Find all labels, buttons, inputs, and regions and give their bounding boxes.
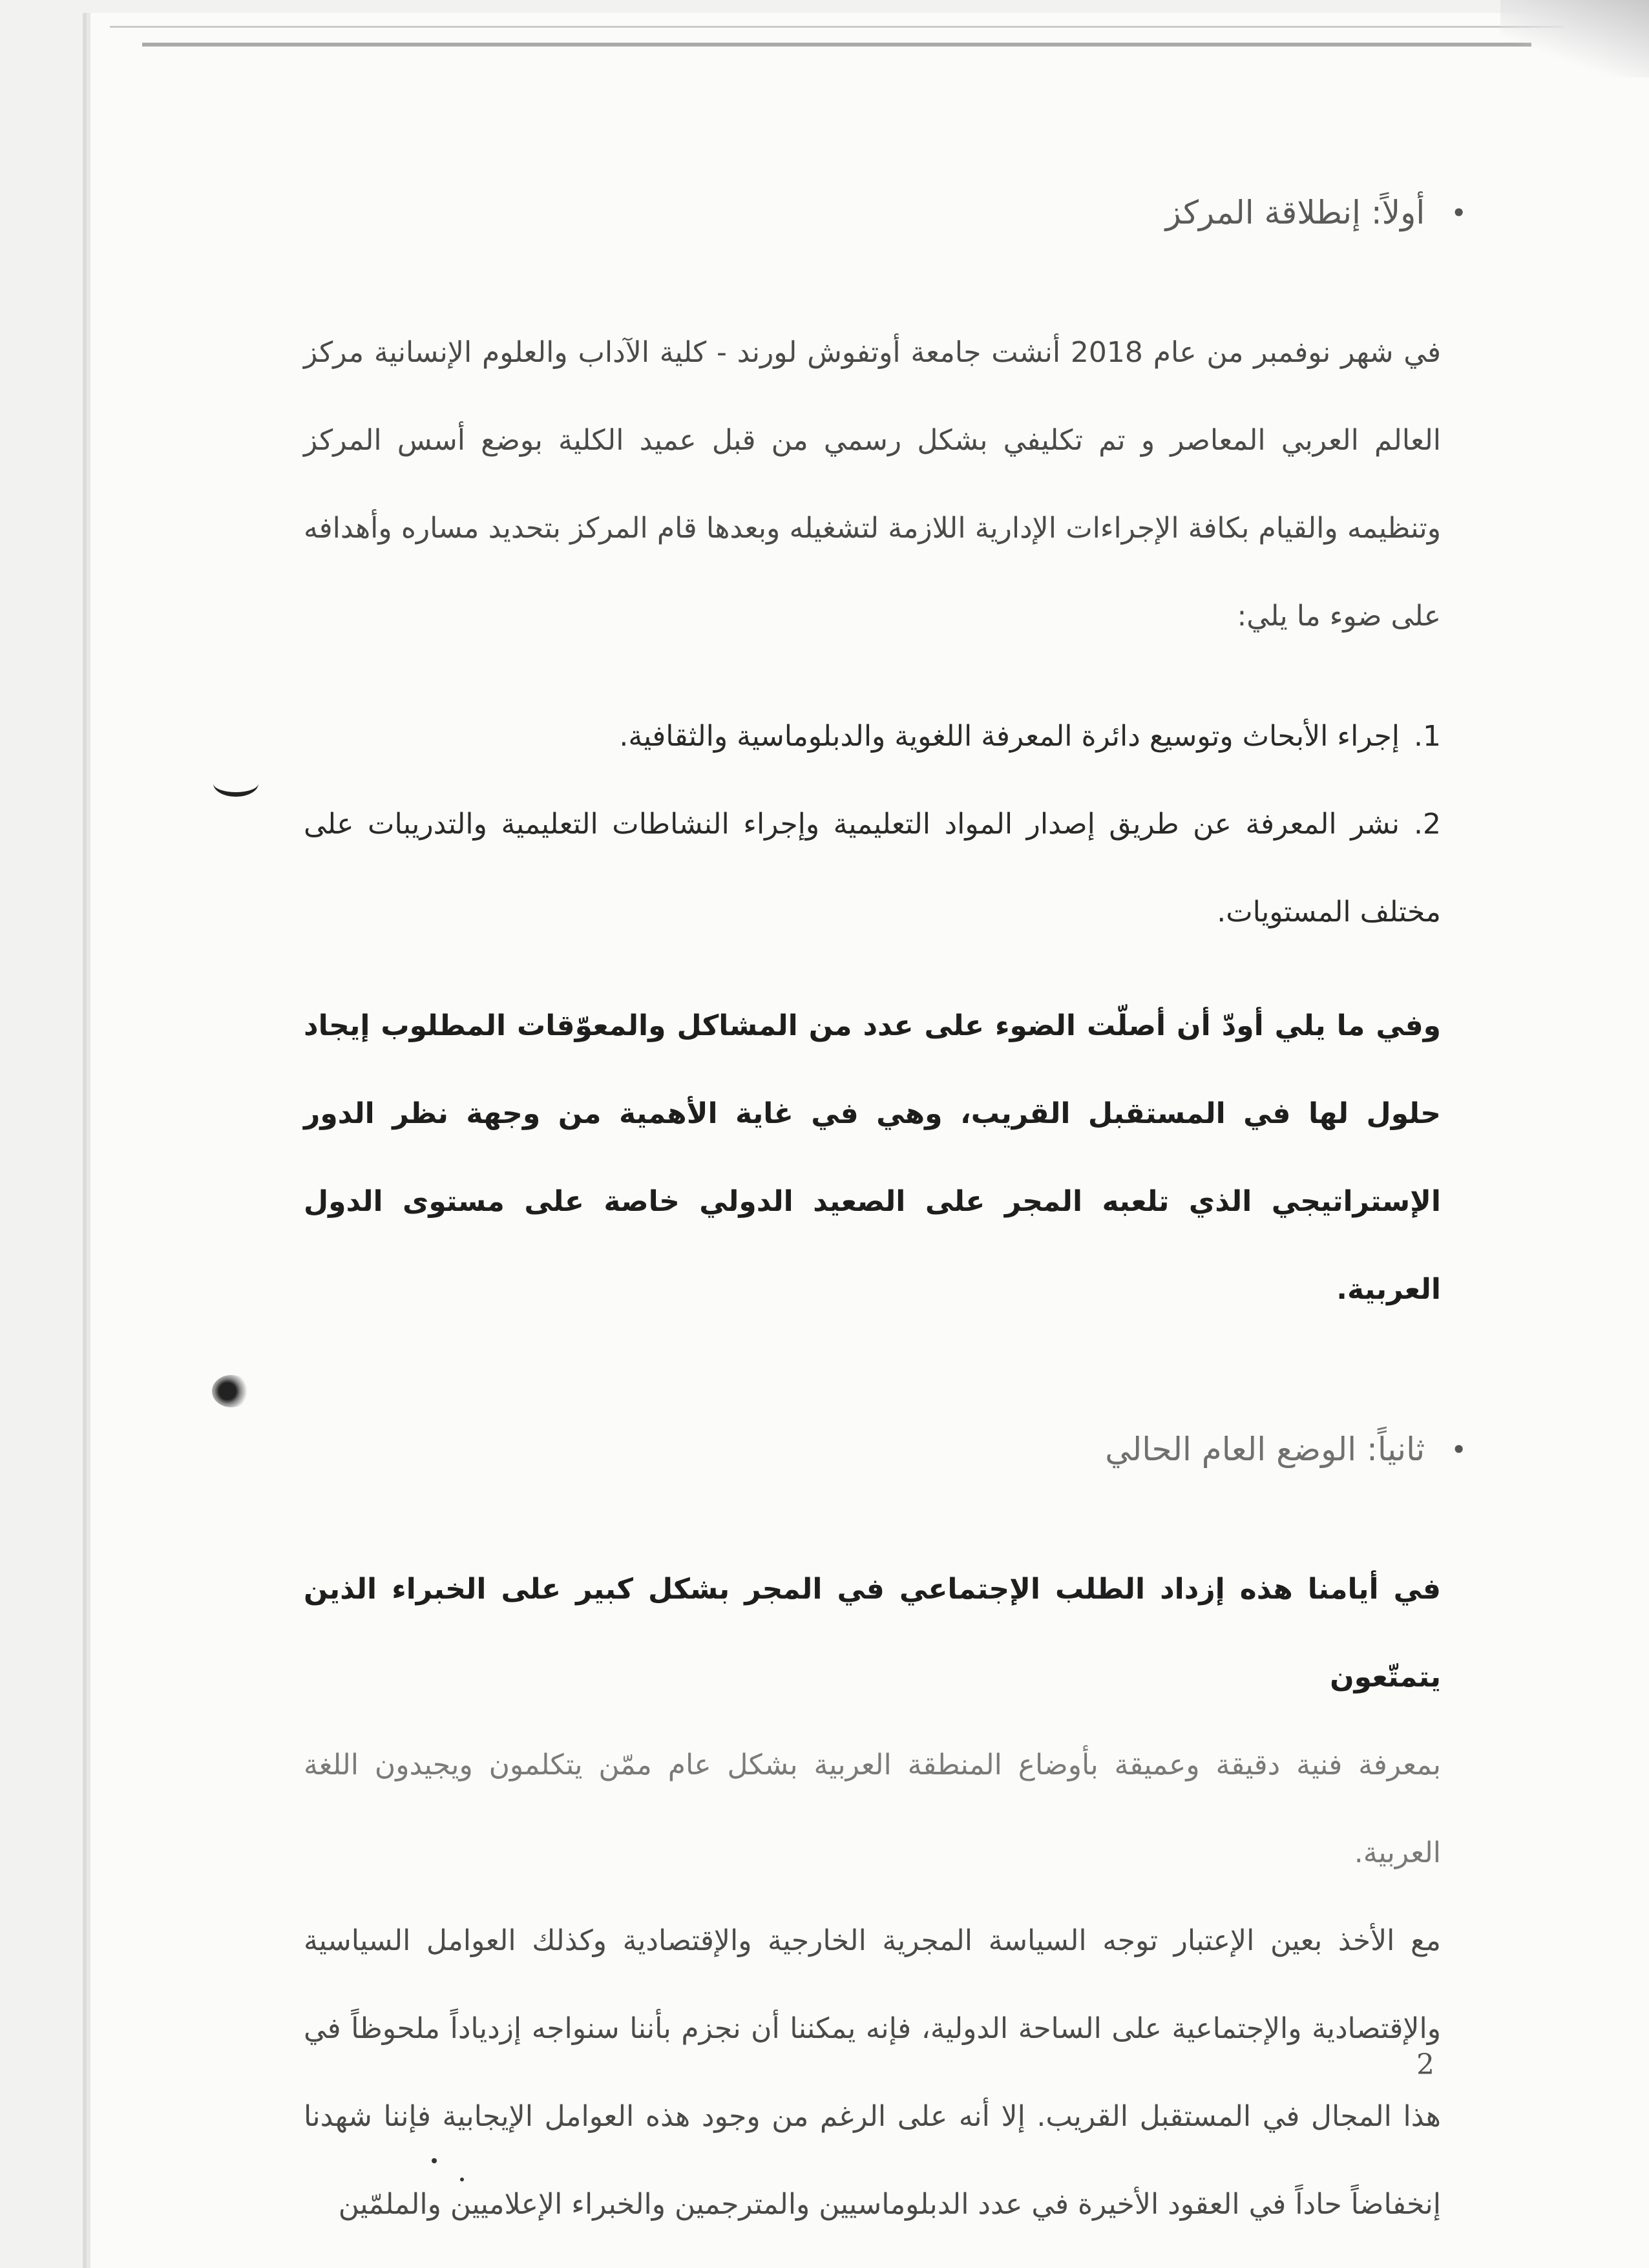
list-number: 2. (1414, 808, 1441, 841)
section-heading (304, 1431, 1467, 1468)
heading-bullet: • (1451, 1433, 1467, 1465)
body-paragraph: بمعرفة فنية دقيقة وعميقة بأوضاع المنطقة العربية بشكل عام ممّن يتكلمون ويجيدون اللغة العربية. (304, 1748, 1441, 1869)
scan-speck (460, 2178, 464, 2181)
stacked-page-edge (110, 26, 1564, 28)
list-item-text: نشر المعرفة عن طريق إصدار المواد التعليمية وإجراء النشاطات التعليمية والتدريبات على مختلف المستويات. (304, 808, 1441, 929)
folded-corner (1500, 0, 1649, 78)
body-paragraph: في أيامنا هذه إزداد الطلب الإجتماعي في المجر بشكل كبير على الخبراء الذين يتمتّعون (304, 1573, 1441, 1694)
list-item (304, 693, 1441, 781)
page-top-edge (142, 43, 1531, 47)
scan-speck (432, 2158, 437, 2163)
body-paragraph: مع الأخذ بعين الإعتبار توجه السياسة المجرية الخارجية والإقتصادية وكذلك العوامل السياسية والإقتصادية والإجتماعية على الساحة الدولية، فإنه يمكننا أن نجزم بأننا سنواجه إزدياداً ملحوظاً في هذا المجال في المستقبل القريب. إلا أنه على الرغم من وجود هذه العوامل الإيجابية فإننا شهدنا إنخفاضاً حاداً في العقود الأخيرة في عدد الدبلوماسيين والمترجمين والخبراء الإعلاميين والملمّين (304, 1924, 1441, 2221)
heading-text: ثانياً: الوضع العام الحالي (1105, 1431, 1425, 1468)
heading-text: أولاً: إنطلاقة المركز (1165, 194, 1425, 231)
list-item-text: إجراء الأبحاث وتوسيع دائرة المعرفة اللغوية والدبلوماسية والثقافية. (619, 720, 1400, 753)
section-heading (304, 194, 1467, 231)
closing-paragraph: وفي ما يلي أودّ أن أصلّت الضوء على عدد من المشاكل والمعوّقات المطلوب إيجاد حلول لها في المستقبل القريب، وهي في غاية الأهمية من وجهة نظر الدور الإستراتيجي الذي تلعبه المجر على الصعيد الدولي خاصة على مستوى الدول العربية. (304, 1009, 1441, 1306)
list-number: 1. (1414, 720, 1441, 753)
numbered-list (304, 693, 1441, 956)
punch-hole-mark (212, 1375, 251, 1407)
page-number: 2 (1416, 2048, 1434, 2081)
heading-bullet: • (1451, 196, 1467, 229)
punch-hole-mark (213, 770, 258, 797)
list-item (304, 781, 1441, 956)
document-body (304, 194, 1467, 2249)
intro-paragraph: في شهر نوفمبر من عام 2018 أنشت جامعة أوتفوش لورند - كلية الآداب والعلوم الإنسانية مركز العالم العربي المعاصر و تم تكليفي بشكل رسمي من قبل عميد الكلية بوضع أسس المركز وتنظيمه والقيام بكافة الإجراءات الإدارية اللازمة لتشغيله وبعدها قام المركز بتحديد مساره وأهدافه على ضوء ما يلي: (304, 336, 1441, 633)
